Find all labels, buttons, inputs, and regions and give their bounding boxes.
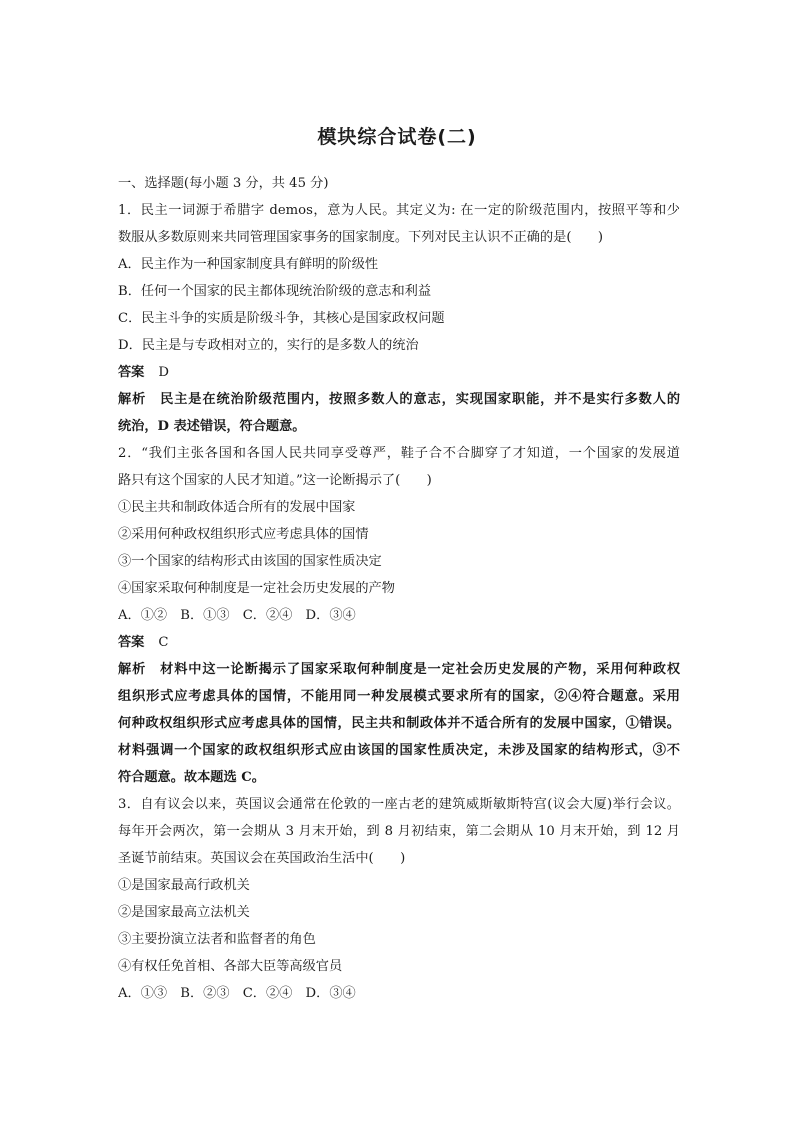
document-body (118, 170, 680, 1007)
q2-analysis-line-4: 材料强调一个国家的政权组织形式应由该国的国家性质决定，未涉及国家的结构形式，③不 (118, 743, 680, 758)
q1-option-c: C．民主斗争的实质是阶级斗争，其核心是国家政权问题 (118, 311, 445, 326)
q2-options: A．①② B．①③ C．②④ D．③④ (118, 608, 356, 623)
analysis-label: 解析 (118, 392, 147, 407)
q2-item-2: ②采用何种政权组织形式应考虑具体的国情 (118, 527, 369, 542)
q1-answer (118, 359, 680, 386)
answer-label: 答案 (118, 365, 145, 380)
q2-analysis-line-5: 符合题意。故本题选 C。 (118, 770, 265, 785)
q2-stem-line-1: 2．“我们主张各国和各国人民共同享受尊严，鞋子合不合脚穿了才知道，一个国家的发展道 (118, 446, 680, 461)
q2-answer-value: C (158, 635, 169, 650)
q2-item-1: ①民主共和制政体适合所有的发展中国家 (118, 500, 356, 515)
q1-option-b: B．任何一个国家的民主都体现统治阶级的意志和利益 (118, 284, 432, 299)
q1-analysis-line-1 (118, 386, 680, 413)
q1-option-d: D．民主是与专政相对立的，实行的是多数人的统治 (118, 338, 419, 353)
q3-item-2: ②是国家最高立法机关 (118, 905, 250, 920)
q2-analysis-line-2: 组织形式应考虑具体的国情，不能用同一种发展模式要求所有的国家，②④符合题意。采用 (118, 689, 680, 704)
q1-option-a: A．民主作为一种国家制度具有鲜明的阶级性 (118, 257, 379, 272)
q3-stem-line-3: 圣诞节前结束。英国议会在英国政治生活中( ) (118, 851, 406, 866)
q3-item-3: ③主要扮演立法者和监督者的角色 (118, 932, 316, 947)
q3-item-1: ①是国家最高行政机关 (118, 878, 250, 893)
q3-options: A．①③ B．②③ C．②④ D．③④ (118, 986, 356, 1001)
q2-answer (118, 629, 680, 656)
q1-answer-value: D (158, 365, 169, 380)
section-heading: 一、选择题(每小题 3 分，共 45 分) (118, 176, 329, 191)
q3-stem-line-2: 每年开会两次，第一会期从 3 月末开始，到 8 月初结束，第二会期从 10 月末开始，到 12 月 (118, 824, 680, 839)
q3-item-4: ④有权任免首相、各部大臣等高级官员 (118, 959, 343, 974)
q1-stem-line-1: 1．民主一词源于希腊字 demos，意为人民。其定义为: 在一定的阶级范围内，按照平等和少 (118, 203, 680, 218)
q1-analysis-line-2: 统治，D 表述错误，符合题意。 (118, 419, 306, 434)
q2-analysis-line-1 (118, 656, 680, 683)
q2-item-3: ③一个国家的结构形式由该国的国家性质决定 (118, 554, 382, 569)
q1-analysis-text-1: 民主是在统治阶级范围内，按照多数人的意志，实现国家职能，并不是实行多数人的 (160, 392, 680, 407)
q2-item-4: ④国家采取何种制度是一定社会历史发展的产物 (118, 581, 395, 596)
q1-stem-line-2: 数服从多数原则来共同管理国家事务的国家制度。下列对民主认识不正确的是( ) (118, 230, 604, 245)
q2-analysis-line-3: 何种政权组织形式应考虑具体的国情，民主共和制政体并不适合所有的发展中国家，①错误。 (118, 716, 680, 731)
analysis-label: 解析 (118, 662, 147, 677)
q3-stem-line-1: 3．自有议会以来，英国议会通常在伦敦的一座古老的建筑威斯敏斯特宫(议会大厦)举行会议。 (118, 797, 680, 812)
q2-analysis-text-1: 材料中这一论断揭示了国家采取何种制度是一定社会历史发展的产物，采用何种政权 (160, 662, 680, 677)
answer-label: 答案 (118, 635, 145, 650)
page-title: 模块综合试卷(二) (317, 126, 477, 148)
q2-stem-line-2: 路只有这个国家的人民才知道。”这一论断揭示了( ) (118, 473, 432, 488)
